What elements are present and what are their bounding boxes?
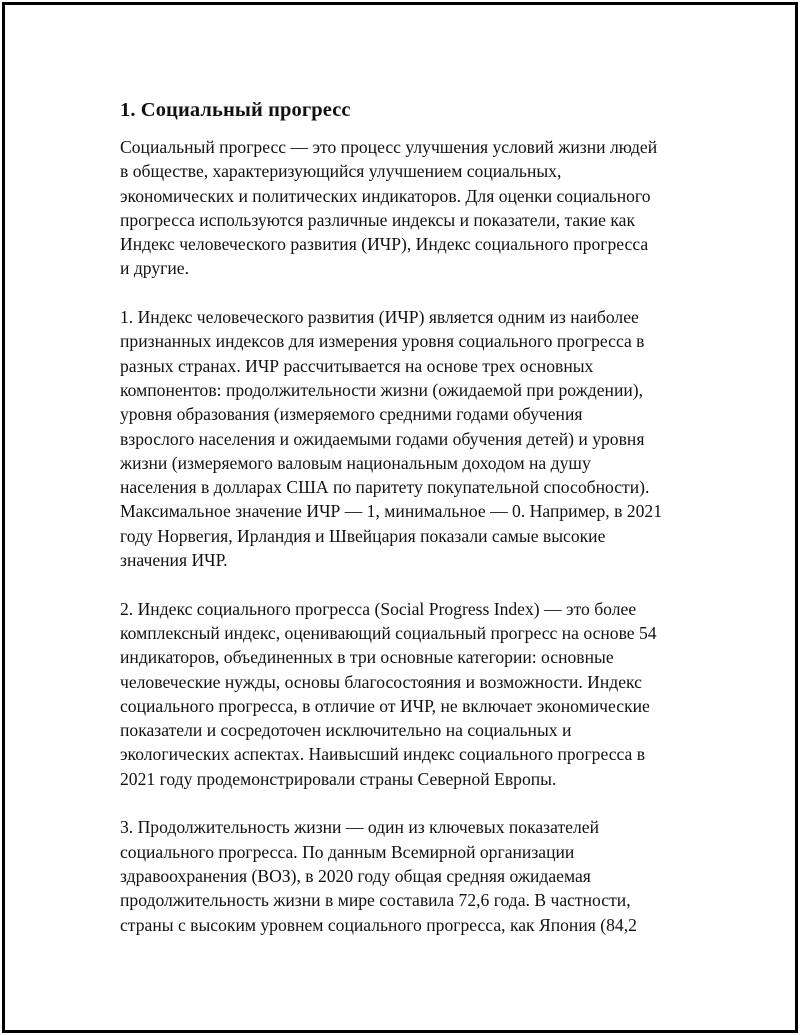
text-line: комплексный индекс, оценивающий социальный прогресс на основе 54 — [120, 622, 657, 643]
text-line: прогресса используются различные индексы и показатели, такие как — [120, 209, 636, 230]
text-line: взрослого населения и ожидаемыми годами обучения детей) и уровня — [120, 428, 645, 449]
paragraph-intro — [120, 135, 700, 281]
text-line: Максимальное значение ИЧР — 1, минимальное — 0. Например, в 2021 — [120, 501, 662, 522]
text-line: индикаторов, объединенных в три основные категории: основные — [120, 647, 614, 668]
section-heading: 1. Социальный прогресс — [120, 99, 351, 121]
text-line: Индекс человеческого развития (ИЧР), Индекс социального прогресса — [120, 234, 649, 255]
paragraph-spi — [120, 597, 700, 791]
text-line: социального прогресса. По данным Всемирной организации — [120, 841, 575, 862]
text-line: продолжительность жизни в мире составила 72,6 года. В частности, — [120, 890, 631, 911]
paragraph-hdi — [120, 305, 700, 572]
text-line: разных странах. ИЧР рассчитывается на основе трех основных — [120, 355, 594, 376]
text-line: 2. Индекс социального прогресса (Social Progress Index) — это более — [120, 598, 637, 619]
text-line: Социальный прогресс — это процесс улучшения условий жизни людей — [120, 137, 658, 157]
text-line: экологических аспектах. Наивысший индекс социального прогресса в — [120, 744, 646, 765]
paragraph-life-expectancy — [120, 815, 700, 936]
text-line: показатели и сосредоточен исключительно на социальных и — [120, 720, 572, 741]
text-line: в обществе, характеризующийся улучшением социальных, — [120, 161, 562, 182]
text-line: жизни (измеряемого валовым национальным доходом на душу — [120, 452, 591, 473]
text-line: социального прогресса, в отличие от ИЧР, не включает экономические — [120, 695, 650, 716]
document-page — [2, 2, 798, 1033]
text-line: человеческие нужды, основы благосостояния и возможности. Индекс — [120, 671, 642, 692]
text-line: страны с высоким уровнем социального прогресса, как Япония (84,2 — [120, 914, 637, 935]
text-line: и другие. — [120, 258, 189, 279]
document-body — [120, 97, 700, 961]
text-line: 3. Продолжительность жизни — один из ключевых показателей — [120, 817, 599, 838]
text-line: уровня образования (измеряемого средними годами обучения — [120, 404, 583, 425]
text-line: значения ИЧР. — [120, 550, 228, 571]
text-line: экономических и политических индикаторов. Для оценки социального — [120, 185, 651, 206]
text-line: компонентов: продолжительности жизни (ожидаемой при рождении), — [120, 379, 644, 400]
text-line: году Норвегия, Ирландия и Швейцария показали самые высокие — [120, 525, 606, 546]
text-line: здравоохранения (ВОЗ), в 2020 году общая средняя ожидаемая — [120, 865, 591, 886]
text-line: признанных индексов для измерения уровня социального прогресса в — [120, 331, 645, 352]
text-line: 2021 году продемонстрировали страны Северной Европы. — [120, 768, 557, 789]
text-line: населения в долларах США по паритету покупательной способности). — [120, 477, 650, 498]
text-line: 1. Индекс человеческого развития (ИЧР) является одним из наиболее — [120, 307, 639, 328]
